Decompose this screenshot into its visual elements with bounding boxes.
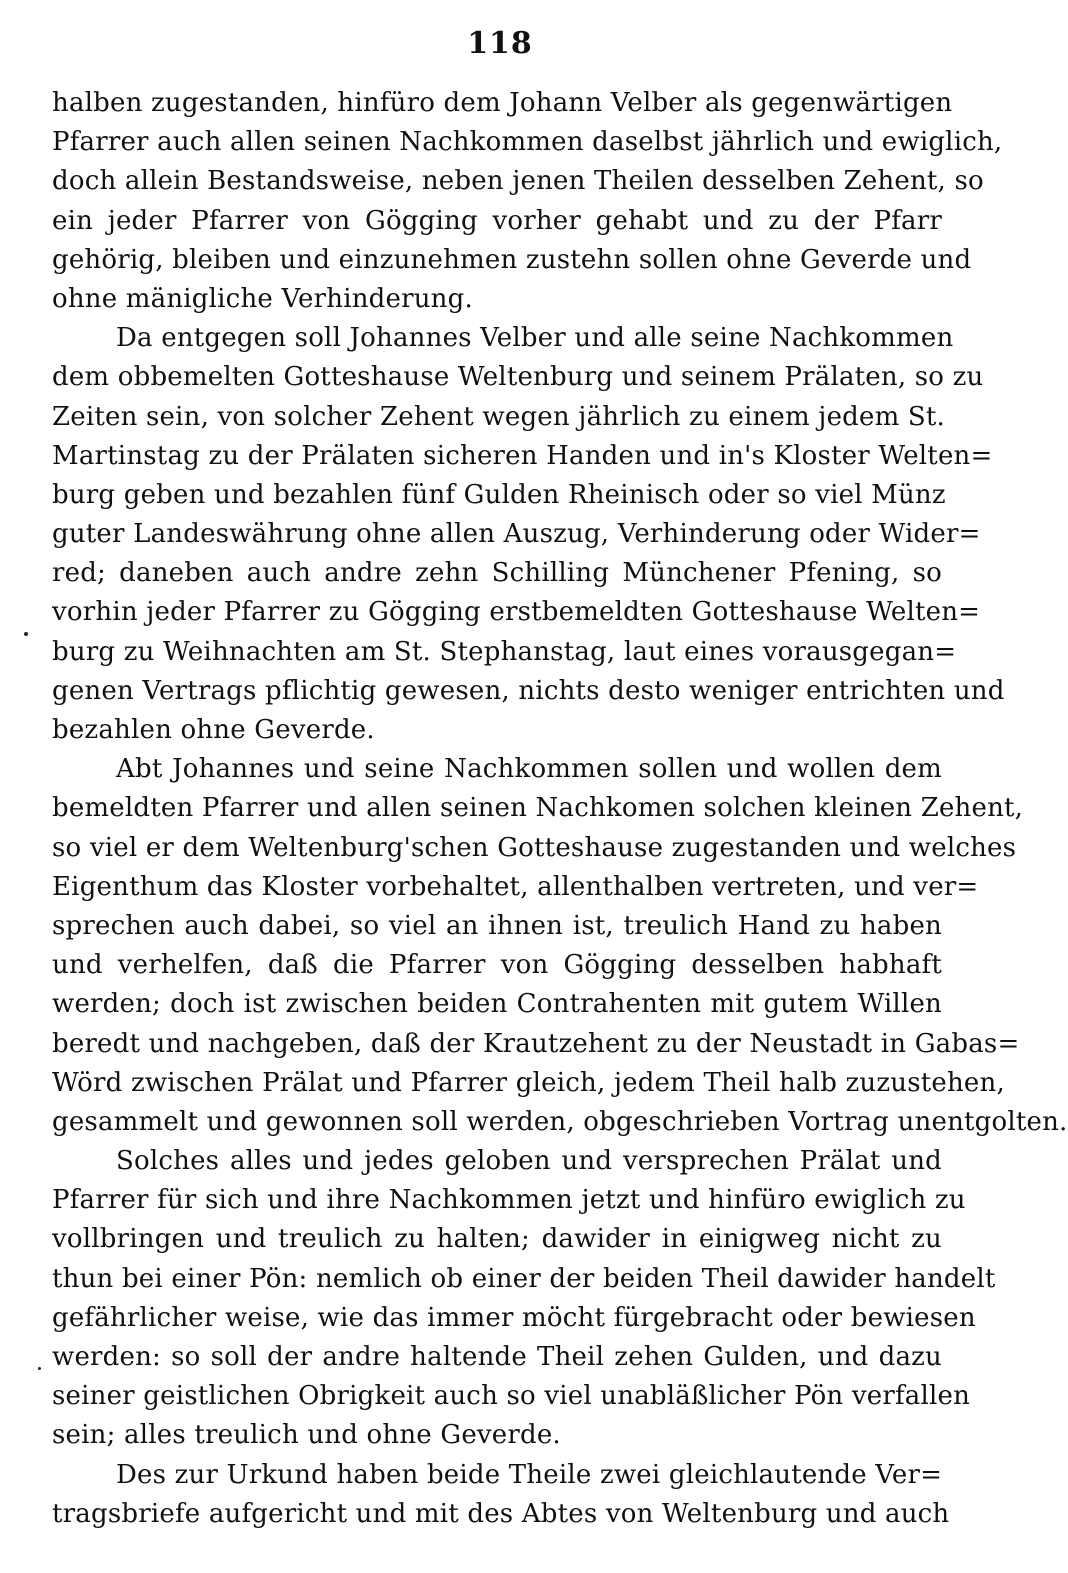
text-line: Da entgegen soll Johannes Velber und alle seine Nachkommen: [116, 323, 954, 354]
print-speck: [38, 1367, 41, 1370]
text-line: dem obbemelten Gotteshause Weltenburg und seinem Prälaten, so zu: [52, 362, 984, 393]
text-line: Zeiten sein, von solcher Zehent wegen jährlich zu einem jedem St.: [52, 401, 946, 432]
text-line: so viel er dem Weltenburg'schen Gotteshause zugestanden und welches: [52, 832, 1017, 863]
text-line: vorhin jeder Pfarrer zu Gögging erstbemeldten Gotteshause Welten=: [52, 597, 981, 628]
print-speck: [24, 632, 28, 636]
text-line: burg zu Weihnachten am St. Stephanstag, laut eines vorausgegan=: [52, 636, 957, 667]
text-line: halben zugestanden, hinfüro dem Johann Velber als gegenwärtigen: [52, 88, 953, 118]
text-line: Solches alles und jedes geloben und versprechen Prälat und: [116, 1146, 942, 1177]
text-line: Pfarrer auch allen seinen Nachkommen daselbst jährlich und ewiglich,: [52, 127, 1003, 158]
body-text: [52, 84, 1068, 1534]
text-line: Abt Johannes und seine Nachkommen sollen und wollen dem: [116, 754, 942, 785]
page-number: 118: [467, 26, 533, 61]
text-line: burg geben und bezahlen fünf Gulden Rheinisch oder so viel Münz: [52, 479, 946, 510]
text-line: Martinstag zu der Prälaten sicheren Handen und in's Kloster Welten=: [52, 440, 993, 471]
text-line: Pfarrer für sich und ihre Nachkommen jetzt und hinfüro ewiglich zu: [52, 1185, 966, 1216]
text-line: sprechen auch dabei, so viel an ihnen ist, treulich Hand zu haben: [52, 910, 942, 941]
text-line: ein jeder Pfarrer von Gögging vorher gehabt und zu der Pfarr: [52, 205, 942, 236]
text-line: Des zur Urkund haben beide Theile zwei gleichlautende Ver=: [116, 1459, 943, 1490]
text-line: tragsbriefe aufgericht und mit des Abtes von Weltenburg und auch: [52, 1498, 950, 1529]
text-line: doch allein Bestandsweise, neben jenen Theilen desselben Zehent, so: [52, 166, 984, 197]
text-line: vollbringen und treulich zu halten; dawider in einigweg nicht zu: [52, 1224, 942, 1255]
text-line: gesammelt und gewonnen soll werden, obgeschrieben Vortrag unentgolten.: [52, 1106, 1068, 1137]
text-line: bemeldten Pfarrer und allen seinen Nachkomen solchen kleinen Zehent,: [52, 793, 1024, 824]
text-line: genen Vertrags pflichtig gewesen, nichts desto weniger entrichten und: [52, 675, 1005, 706]
text-line: beredt und nachgeben, daß der Krautzehent zu der Neustadt in Gabas=: [52, 1028, 1020, 1059]
text-line: Wörd zwischen Prälat und Pfarrer gleich, jedem Theil halb zuzustehen,: [52, 1067, 1005, 1098]
text-line: Eigenthum das Kloster vorbehaltet, allenthalben vertreten, und ver=: [52, 871, 979, 902]
text-line: bezahlen ohne Geverde.: [52, 715, 375, 745]
text-line: werden; doch ist zwischen beiden Contrahenten mit gutem Willen: [52, 989, 942, 1020]
text-line: thun bei einer Pön: nemlich ob einer der beiden Theil dawider handelt: [52, 1263, 996, 1294]
text-line: sein; alles treulich und ohne Geverde.: [52, 1420, 561, 1451]
text-line: werden: so soll der andre haltende Theil zehen Gulden, und dazu: [52, 1342, 942, 1372]
text-line: guter Landeswährung ohne allen Auszug, Verhinderung oder Wider=: [52, 519, 981, 550]
text-line: gefährlicher weise, wie das immer möcht fürgebracht oder bewiesen: [52, 1302, 976, 1333]
text-line: red; daneben auch andre zehn Schilling Münchener Pfening, so: [52, 558, 942, 589]
text-line: gehörig, bleiben und einzunehmen zustehn sollen ohne Geverde und: [52, 244, 972, 275]
text-line: ohne mänigliche Verhinderung.: [52, 283, 473, 314]
text-line: und verhelfen, daß die Pfarrer von Gögging desselben habhaft: [52, 950, 942, 981]
text-line: seiner geistlichen Obrigkeit auch so viel unabläßlicher Pön verfallen: [52, 1381, 971, 1412]
